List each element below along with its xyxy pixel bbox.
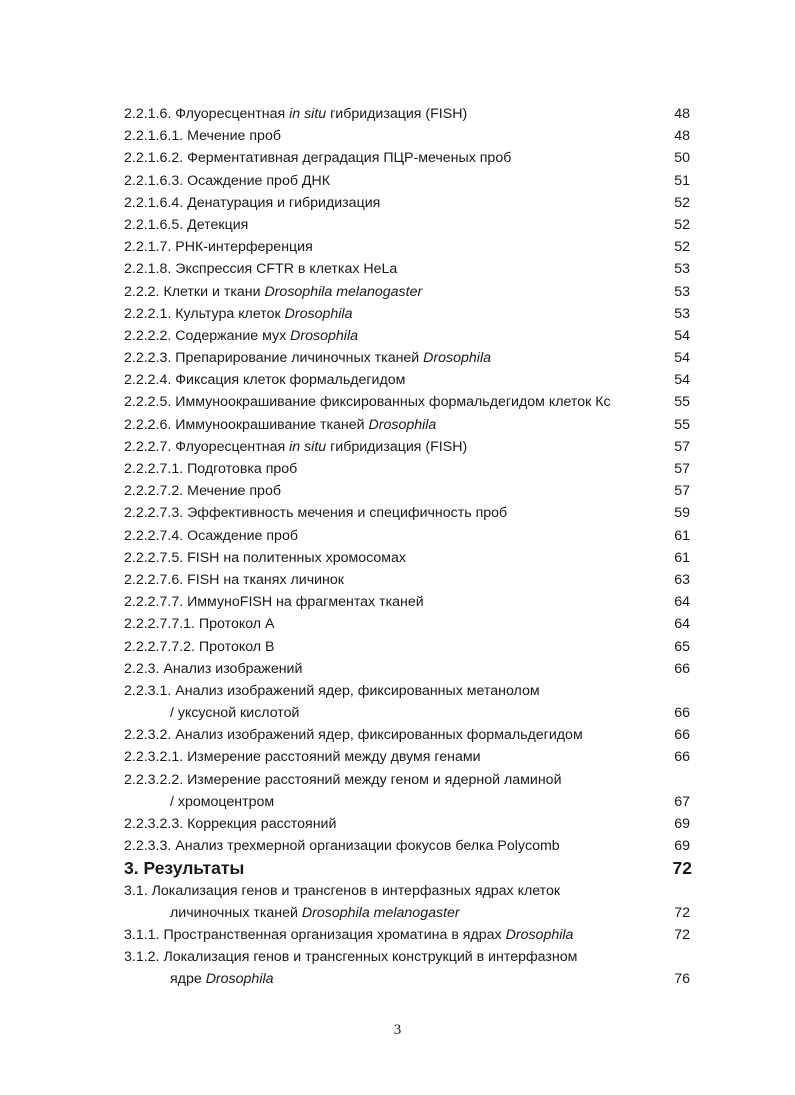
toc-entry-text: / уксусной кислотой — [170, 705, 300, 722]
toc-entry-text: 2.2.1.6.4. Денатурация и гибридизация — [124, 194, 381, 211]
toc-entry-title — [124, 924, 573, 946]
toc-entry-text: 2.2.2.7. Флуоресцентная — [124, 438, 290, 455]
toc-row — [124, 414, 694, 436]
toc-entry-text: личиночных тканей — [170, 904, 302, 921]
toc-row — [124, 636, 694, 658]
toc-row — [124, 369, 694, 391]
toc-entry-title — [124, 391, 611, 413]
toc-row — [124, 281, 694, 303]
toc-entry-italic-text: Drosophila — [290, 327, 358, 344]
toc-row — [124, 680, 694, 702]
toc-page-number: 66 — [674, 727, 690, 744]
toc-entry-text: 2.2.3.3. Анализ трехмерной организации фокусов белка Polycomb — [124, 838, 560, 855]
toc-row — [124, 480, 694, 502]
toc-row — [124, 147, 694, 169]
toc-page-number: 48 — [674, 128, 690, 145]
toc-page-number: 57 — [674, 438, 690, 455]
toc-entry-title — [124, 236, 313, 258]
toc-row — [124, 902, 694, 924]
toc-page-number: 53 — [674, 283, 690, 300]
toc-entry-title — [124, 591, 424, 613]
toc-entry-text: 3. Результаты — [124, 858, 245, 879]
toc-page-number: 67 — [674, 793, 690, 810]
toc-chapter-row — [124, 857, 694, 879]
toc-entry-text: 2.2.2.7.7.2. Протокол В — [124, 638, 275, 655]
toc-page-number: 51 — [674, 172, 690, 189]
toc-row — [124, 591, 694, 613]
toc-entry-title — [124, 458, 297, 480]
toc-entry-text: ядре — [170, 971, 206, 988]
page-number: 3 — [393, 1022, 402, 1038]
toc-row — [124, 125, 694, 147]
toc-entry-text: 2.2.1.8. Экспрессия CFTR в клетках HeLa — [124, 261, 398, 278]
toc-entry-text: 2.2.2.4. Фиксация клеток формальдегидом — [124, 372, 406, 389]
toc-entry-italic-text: Drosophila — [423, 350, 491, 367]
toc-row — [124, 458, 694, 480]
toc-row — [124, 702, 694, 724]
toc-entry-title — [124, 813, 336, 835]
toc-entry-title — [124, 968, 274, 990]
toc-entry-text: / хромоцентром — [170, 793, 275, 810]
toc-entry-italic-text: Drosophila — [505, 926, 574, 943]
toc-entry-title — [124, 480, 281, 502]
toc-page-number: 66 — [674, 660, 690, 677]
toc-entry-title — [124, 902, 460, 924]
toc-entry-text: 2.2.1.6. Флуоресцентная — [124, 106, 290, 122]
toc-entry-title — [124, 680, 540, 702]
toc-entry-title — [124, 192, 380, 214]
toc-entry-title — [124, 281, 422, 303]
toc-entry-title — [124, 303, 352, 325]
toc-entry-title — [124, 147, 511, 169]
toc-page-number: 55 — [674, 416, 690, 433]
toc-page-number: 54 — [674, 372, 690, 389]
toc-entry-title — [124, 724, 583, 746]
toc-row — [124, 525, 694, 547]
toc-entry-text: 2.2.2.7.4. Осаждение проб — [124, 527, 298, 544]
toc-entry-text: 2.2.3.2. Анализ изображений ядер, фиксированных формальдегидом — [124, 727, 583, 744]
toc-entry-italic-text: Drosophila melanogaster — [264, 283, 423, 300]
toc-row — [124, 192, 694, 214]
toc-row — [124, 613, 694, 635]
toc-page-number: 69 — [674, 816, 690, 832]
toc-page-number: 55 — [674, 394, 690, 411]
toc-entry-title — [124, 214, 248, 236]
toc-entry-title — [124, 547, 406, 569]
toc-entry-title — [124, 502, 507, 524]
toc-entry-text: 2.2.1.6.2. Ферментативная деградация ПЦР-меченых проб — [124, 150, 512, 167]
toc-row — [124, 769, 694, 791]
toc-row — [124, 103, 694, 125]
toc-entry-italic-text: in situ — [289, 106, 327, 122]
toc-page-number: 50 — [674, 150, 690, 167]
toc-entry-title — [124, 658, 302, 680]
toc-row — [124, 325, 694, 347]
toc-row — [124, 170, 694, 192]
toc-entry-text: 3.1.2. Локализация генов и трансгенных конструкций в интерфазном — [124, 949, 578, 966]
toc-row — [124, 924, 694, 946]
toc-entry-text: 2.2.1.6.1. Мечение проб — [124, 128, 281, 145]
toc-entry-title — [124, 414, 436, 436]
toc-entry-title — [124, 347, 491, 369]
toc-row — [124, 303, 694, 325]
toc-entry-italic-text: Drosophila melanogaster — [301, 904, 460, 921]
toc-page-number: 69 — [674, 838, 690, 855]
toc-entry-text: 2.2.3.1. Анализ изображений ядер, фиксированных метанолом — [124, 682, 540, 699]
toc-page-number: 59 — [674, 505, 690, 522]
toc-page-number: 63 — [674, 571, 690, 588]
toc-row — [124, 724, 694, 746]
toc-entry-text: 2.2.2.2. Содержание мух — [124, 327, 291, 344]
toc-page-number: 52 — [674, 239, 690, 256]
toc-entry-text: 2.2.3.2.1. Измерение расстояний между двумя генами — [124, 749, 481, 766]
toc-row — [124, 569, 694, 591]
toc-page-number: 72 — [674, 904, 690, 921]
toc-row — [124, 214, 694, 236]
toc-page-number: 52 — [674, 194, 690, 211]
toc-page-number: 64 — [674, 616, 690, 633]
toc-entry-title — [124, 769, 562, 791]
toc-row — [124, 658, 694, 680]
toc-entry-text: 2.2.3.2.2. Измерение расстояний между геном и ядерной ламиной — [124, 771, 562, 788]
toc-entry-text: 2.2.1.6.5. Детекция — [124, 216, 249, 233]
toc-page-number: 54 — [674, 327, 690, 344]
toc-page-number: 76 — [674, 971, 690, 988]
toc-entry-text: 2.2.2.3. Препарирование личиночных тканей — [124, 350, 424, 367]
toc-page-number: 61 — [674, 549, 690, 566]
toc-entry-title — [124, 125, 281, 147]
toc-row — [124, 813, 694, 835]
toc-entry-text: 2.2.2.7.7. ИммуноFISH на фрагментах тканей — [124, 594, 424, 611]
toc-page-number: 72 — [674, 926, 690, 943]
toc-entry-title — [124, 791, 274, 813]
toc-entry-title — [124, 946, 577, 968]
toc-entry-title — [124, 857, 244, 879]
toc-entry-title — [124, 525, 298, 547]
toc-row — [124, 347, 694, 369]
toc-entry-text: 2.2.2. Клетки и ткани — [124, 283, 265, 300]
toc-entry-title — [124, 569, 344, 591]
toc-entry-italic-text: Drosophila — [205, 971, 274, 988]
toc-page-number: 52 — [674, 216, 690, 233]
toc-entry-title — [124, 702, 299, 724]
toc-entry-text: 2.2.2.7.7.1. Протокол А — [124, 616, 275, 633]
toc-row — [124, 236, 694, 258]
toc-entry-text: 2.2.2.7.3. Эффективность мечения и специфичность проб — [124, 505, 508, 522]
toc-entry-text: 2.2.2.7.5. FISH на политенных хромосомах — [124, 549, 407, 566]
toc-page-number: 53 — [674, 261, 690, 278]
toc-page-number: 57 — [674, 461, 690, 477]
toc-page-number: 72 — [672, 858, 692, 879]
toc-entry-text-suffix: гибридизация (FISH) — [326, 438, 468, 455]
toc-row — [124, 547, 694, 569]
toc-entry-title — [124, 103, 467, 125]
toc-entry-text: 2.2.2.7.1. Подготовка проб — [124, 461, 298, 477]
toc-entry-text: 2.2.2.1. Культура клеток — [124, 305, 285, 322]
toc-page-number: 53 — [674, 305, 690, 322]
table-of-contents — [124, 103, 694, 991]
toc-entry-title — [124, 835, 560, 857]
toc-page-number: 65 — [674, 638, 690, 655]
toc-entry-text: 2.2.3.2.3. Коррекция расстояний — [124, 816, 337, 832]
toc-row — [124, 391, 694, 413]
toc-entry-text-suffix: гибридизация (FISH) — [326, 106, 468, 122]
toc-page-number: 57 — [674, 483, 690, 500]
toc-entry-title — [124, 258, 397, 280]
toc-row — [124, 258, 694, 280]
toc-page-number: 64 — [674, 594, 690, 611]
toc-page-number: 61 — [674, 527, 690, 544]
toc-entry-text: 2.2.2.5. Иммуноокрашивание фиксированных формальдегидом клеток Кс — [124, 394, 611, 411]
toc-entry-text: 2.2.3. Анализ изображений — [124, 660, 303, 677]
toc-entry-italic-text: Drosophila — [368, 416, 437, 433]
toc-entry-title — [124, 613, 274, 635]
toc-entry-text: 2.2.1.6.3. Осаждение проб ДНК — [124, 172, 331, 189]
toc-entry-title — [124, 170, 330, 192]
toc-page-number: 66 — [674, 705, 690, 722]
toc-row — [124, 880, 694, 902]
toc-row — [124, 746, 694, 768]
toc-entry-title — [124, 369, 405, 391]
toc-entry-text: 2.2.1.7. РНК-интерференция — [124, 239, 313, 256]
toc-row — [124, 791, 694, 813]
toc-entry-italic-text: in situ — [289, 438, 327, 455]
toc-entry-title — [124, 325, 358, 347]
toc-entry-text: 3.1.1. Пространственная организация хроматина в ядрах — [124, 926, 506, 943]
toc-row — [124, 835, 694, 857]
toc-entry-title — [124, 436, 467, 458]
toc-entry-text: 2.2.2.7.6. FISH на тканях личинок — [124, 571, 344, 588]
toc-entry-title — [124, 636, 274, 658]
toc-entry-italic-text: Drosophila — [284, 305, 353, 322]
toc-row — [124, 502, 694, 524]
toc-entry-text: 2.2.2.7.2. Мечение проб — [124, 483, 281, 500]
toc-row — [124, 946, 694, 968]
toc-entry-title — [124, 880, 560, 902]
toc-page-number: 54 — [674, 350, 690, 367]
toc-page-number: 66 — [674, 749, 690, 766]
toc-page-number: 48 — [674, 106, 690, 122]
toc-entry-title — [124, 746, 481, 768]
toc-row — [124, 436, 694, 458]
toc-row — [124, 968, 694, 990]
toc-entry-text: 3.1. Локализация генов и трансгенов в интерфазных ядрах клеток — [124, 882, 561, 899]
toc-entry-text: 2.2.2.6. Иммуноокрашивание тканей — [124, 416, 369, 433]
